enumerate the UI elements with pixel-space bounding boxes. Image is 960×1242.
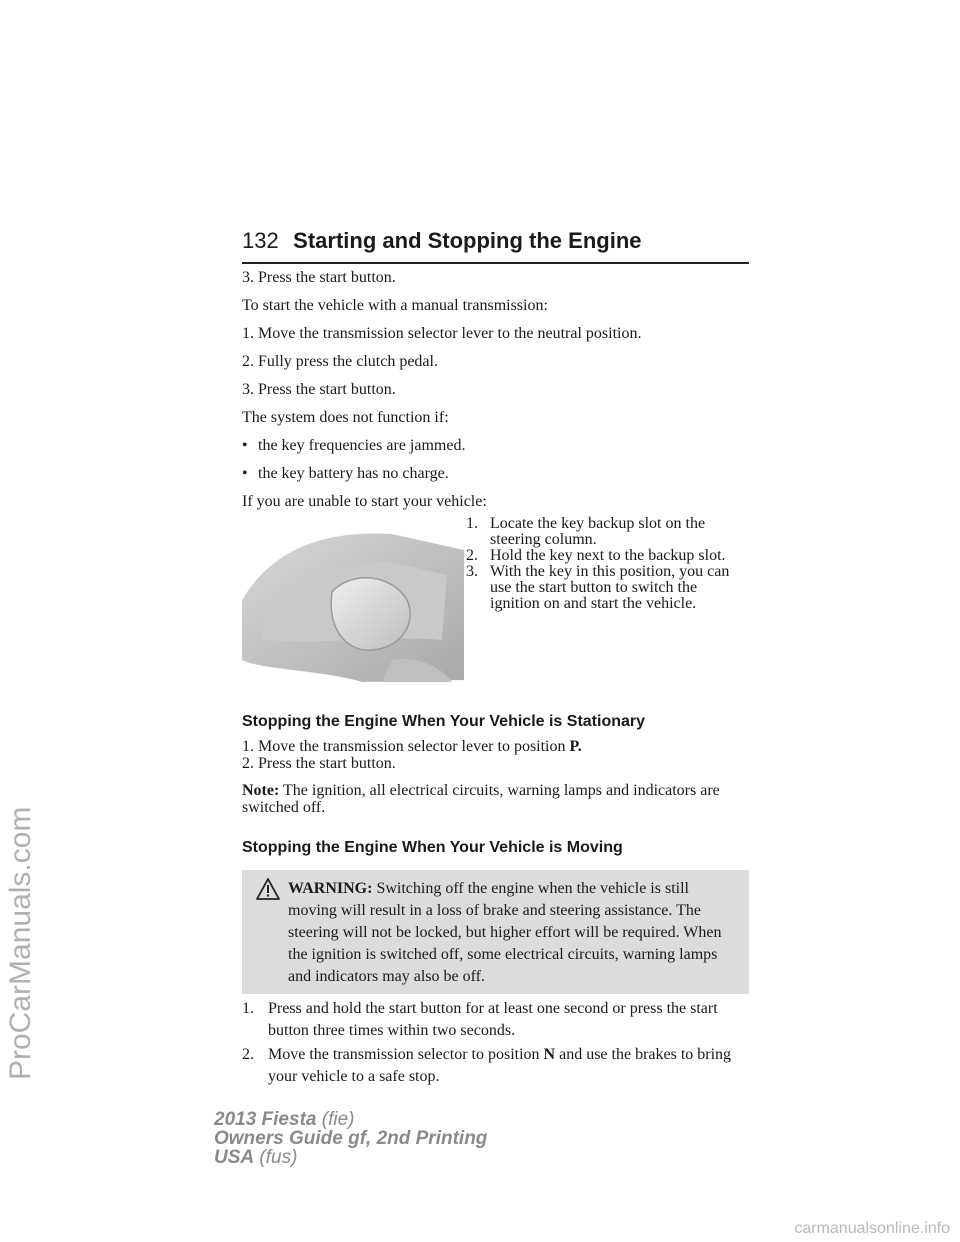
- section-title: Starting and Stopping the Engine: [293, 228, 642, 253]
- stationary-step2: 2. Press the start button.: [242, 755, 396, 772]
- warning-box: [242, 870, 749, 994]
- figure-steps: [466, 516, 749, 682]
- moving-heading: Stopping the Engine When Your Vehicle is Moving: [242, 839, 623, 856]
- warning-triangle-icon: [256, 878, 280, 907]
- footer-guide: Owners Guide gf, 2nd Printing: [214, 1128, 488, 1149]
- gear-position: N: [543, 1046, 556, 1063]
- step-text: Press and hold the start button for at least one second or press the start button three times within two seconds.: [268, 1000, 718, 1039]
- stationary-step1: [242, 738, 749, 755]
- figure-step: [466, 564, 749, 612]
- figure-step: [466, 516, 749, 548]
- bullet-icon: •: [242, 437, 248, 454]
- page-number: 132: [242, 228, 279, 253]
- manual-intro: To start the vehicle with a manual transmission:: [242, 297, 548, 314]
- footer: [214, 1110, 487, 1167]
- not-function-intro: The system does not function if:: [242, 409, 449, 426]
- step-text: 1. Move the transmission selector lever to position: [242, 738, 570, 755]
- step-number: 2.: [242, 1046, 254, 1063]
- unable-intro: If you are unable to start your vehicle:: [242, 493, 487, 510]
- page-content: [242, 268, 749, 1090]
- intro-step3: 3. Press the start button.: [242, 269, 396, 286]
- bullet-icon: •: [242, 465, 248, 482]
- bullet-text: the key frequencies are jammed.: [258, 437, 466, 454]
- key-backup-slot-illustration: [242, 530, 464, 682]
- step-text: Move the transmission selector to position N and use the brakes to bring your vehicle to a safe stop.: [268, 1046, 732, 1085]
- step-number: 2.: [466, 547, 478, 564]
- warning-label: WARNING:: [288, 880, 373, 897]
- manual-step: 3. Press the start button.: [242, 381, 396, 398]
- bullet-item: [242, 464, 749, 484]
- step-text: With the key in this position, you can use the start button to switch the ignition on and start the vehicle.: [490, 563, 730, 612]
- side-watermark: ProCarManuals.com: [4, 806, 37, 1080]
- moving-step: [242, 998, 749, 1042]
- manual-step: 1. Move the transmission selector lever to the neutral position.: [242, 325, 642, 342]
- bullet-item: [242, 436, 749, 456]
- stationary-heading: Stopping the Engine When Your Vehicle is Stationary: [242, 713, 646, 730]
- step-text: Locate the key backup slot on the steering column.: [490, 515, 706, 548]
- step-number: 1.: [466, 515, 478, 532]
- footer-model-code: (fie): [316, 1109, 355, 1130]
- bottom-watermark: carmanualsonline.info: [794, 1220, 950, 1237]
- note-label: Note:: [242, 782, 280, 799]
- footer-market-code: (fus): [254, 1147, 298, 1168]
- bullet-text: the key battery has no charge.: [258, 465, 449, 482]
- manual-step: 2. Fully press the clutch pedal.: [242, 353, 438, 370]
- warning-text: [242, 878, 741, 988]
- figure-step: [466, 548, 749, 564]
- step-number: 3.: [466, 563, 478, 580]
- warning-body: Switching off the engine when the vehicle is still moving will result in a loss of brake and steering assistance. The steering will not be locked, but higher effort will be required. When the ignition is switched off, some electrical circuits, warning lamps and indicators may also be off.: [288, 880, 722, 985]
- page-header: [242, 228, 749, 264]
- footer-model: 2013 Fiesta: [214, 1109, 317, 1130]
- stationary-note: [242, 782, 749, 816]
- step-text: Hold the key next to the backup slot.: [490, 547, 726, 564]
- step-number: 1.: [242, 1000, 254, 1017]
- footer-market: USA: [214, 1147, 255, 1168]
- figure-row: [242, 516, 749, 682]
- gear-position: P.: [569, 738, 582, 755]
- note-text: The ignition, all electrical circuits, warning lamps and indicators are switched off.: [242, 782, 720, 816]
- moving-step: [242, 1044, 749, 1088]
